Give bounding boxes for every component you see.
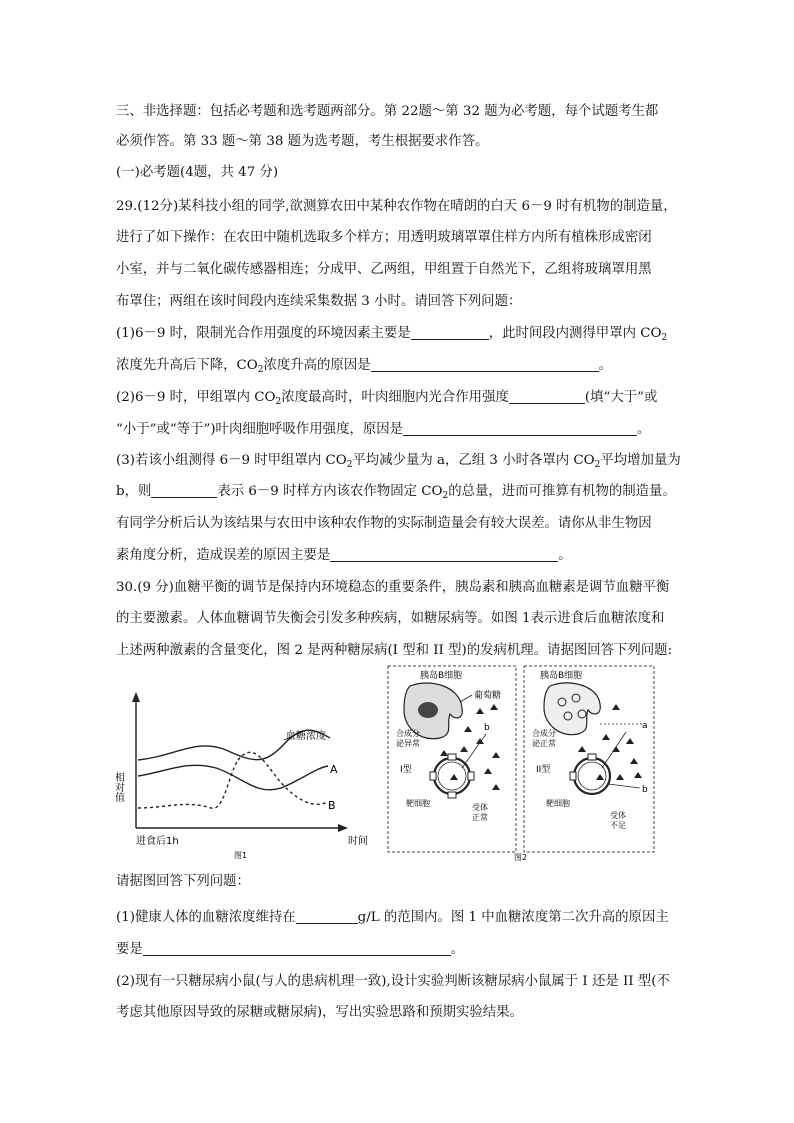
q29-part3-line-3: 有同学分析后认为该结果与农田中该种农作物的实际制造量会有较大误差。请你从非生物因	[116, 516, 652, 531]
q30-prompt: 请据图回答下列问题：	[116, 874, 250, 889]
glucose-triangle	[634, 772, 642, 778]
glucose-leader	[460, 695, 472, 702]
glucose-triangle	[626, 738, 634, 744]
answer-blank[interactable]	[143, 941, 451, 956]
figure-2-caption: 图2	[514, 853, 528, 862]
q30-part1-line-2: 要是 。	[116, 942, 465, 957]
x-axis-arrow	[338, 824, 348, 832]
glucose-triangle	[490, 704, 498, 710]
glucose-triangle	[578, 746, 586, 752]
glucose-triangle	[464, 726, 472, 732]
glucose-triangle	[612, 704, 620, 710]
type2-target-cell-inner	[578, 762, 606, 790]
type2-beta-cell	[544, 683, 600, 735]
glucose-label: 葡萄糖	[474, 691, 502, 701]
receptor-square	[588, 754, 596, 760]
glucose-triangle	[492, 752, 500, 758]
glucose-triangle	[602, 734, 610, 740]
y-axis-arrow	[132, 692, 140, 702]
q30-stem-line-2: 的主要激素。人体血糖调节失衡会引发多种疾病，如糖尿病等。如图 1表示进食后血糖浓度和	[116, 611, 665, 626]
x-start-label: 进食后1h	[136, 836, 179, 847]
type1-synthesis-1: 合成分	[396, 729, 420, 738]
type2-b-label: b	[642, 785, 648, 795]
receptor-square	[468, 772, 474, 780]
glucose-triangle	[630, 758, 638, 764]
curve-b-falling	[238, 752, 328, 804]
glucose-triangle	[616, 774, 624, 780]
type2-synthesis-2: 泌正常	[532, 739, 556, 748]
q30-stem-line-3: 上述两种激素的含量变化，图 2 是两种糖尿病(I 型和 II 型)的发病机理。请据图回答下列问题:	[116, 643, 673, 658]
type1-target-cell-inner	[438, 762, 466, 790]
type2-receptor-1: 受体	[610, 811, 626, 820]
required-questions-heading: (一)必考题(4题，共 47 分)	[116, 165, 279, 180]
glucose-triangle	[450, 774, 458, 780]
q29-part2-line-1: (2)6－9 时，甲组罩内 $CO_2$浓度最高时，叶肉细胞内光合作用强度 (填“大于”或	[116, 390, 658, 407]
blood-glucose-label: 血糖浓度	[286, 731, 326, 742]
type1-label: I型	[400, 765, 412, 775]
type2-receptor-2: 不足	[610, 821, 626, 830]
q29-stem-line-1: 29.(12分)某科技小组的同学,欲测算农田中某种农作物在晴朗的白天 6－9 时有机物的制造量，	[116, 199, 677, 214]
type2-target-label: 靶细胞	[546, 799, 570, 808]
q30-part2-line-2: 考虑其他原因导致的尿糖或糖尿病)，写出实验思路和预期实验结果。	[116, 1005, 523, 1020]
type1-beta-cell-label: 胰岛B细胞	[420, 671, 463, 681]
receptor-square	[430, 772, 436, 780]
curve-b-label: B	[328, 799, 336, 812]
type1-receptor-2: 正常	[472, 813, 488, 822]
receptor-square	[570, 772, 576, 780]
glucose-triangle	[492, 784, 500, 790]
type2-a-label: a	[642, 721, 648, 731]
receptor-square	[448, 754, 456, 760]
answer-blank[interactable]	[296, 909, 358, 924]
curve-a-label: A	[330, 763, 338, 776]
type1-nucleus	[418, 702, 438, 718]
curve-b-rising	[138, 760, 238, 808]
figure-1	[112, 668, 378, 866]
q29-stem-line-2: 进行了如下操作：在农田中随机选取多个样方；用透明玻璃罩罩住样方内所有植株形成密闭	[116, 230, 652, 245]
answer-blank[interactable]	[330, 547, 558, 562]
answer-blank[interactable]	[151, 483, 217, 498]
type1-synthesis-2: 泌异常	[396, 739, 420, 748]
answer-blank[interactable]	[509, 389, 585, 404]
q29-stem-line-3: 小室，并与二氧化碳传感器相连；分成甲、乙两组，甲组置于自然光下，乙组将玻璃罩用黑	[116, 262, 652, 277]
q29-stem-line-4: 布罩住；两组在该时间段内连续采集数据 3 小时。请回答下列问题：	[116, 294, 522, 309]
q29-part3-line-1: (3)若该小组测得 6－9 时甲组罩内 $CO_2$平均减少量为 a，乙组 3 小时各罩内 $CO_2$平均增加量为	[116, 453, 681, 470]
section-instruction-line-1: 三、非选择题：包括必考题和选考题两部分。第 22题～第 32 题为必考题，每个试题考生都	[116, 104, 659, 119]
q30-part2-line-1: (2)现有一只糖尿病小鼠(与人的患病机理一致),设计实验判断该糖尿病小鼠属于 I 还是 II 型(不	[116, 974, 670, 989]
q29-part2-line-2: “小于”或“等于”)叶肉细胞呼吸作用强度，原因是 。	[116, 422, 651, 437]
type2-beta-cell-label: 胰岛B细胞	[540, 671, 583, 681]
figure-1-caption: 图1	[234, 851, 248, 860]
figure-2-diagram	[380, 664, 656, 868]
q30-part1-line-1: (1)健康人体的血糖浓度维持在 g/L 的范围内。图 1 中血糖浓度第二次升高的原因主	[116, 910, 669, 925]
q29-part1-line-1: (1)6－9 时，限制光合作用强度的环境因素主要是 ，此时间段内测得甲罩内 $CO_2$	[116, 326, 668, 343]
q29-part3-line-4: 素角度分析，造成误差的原因主要是 。	[116, 548, 572, 563]
y-axis-label: 相对值	[112, 772, 124, 802]
glucose-triangle	[476, 708, 484, 714]
glucose-triangle	[460, 746, 468, 752]
type2-synthesis-1: 合成分	[532, 729, 556, 738]
glucose-triangle	[596, 774, 604, 780]
q29-part1-line-2: 浓度先升高后下降，$CO_2$浓度升高的原因是 。	[116, 358, 612, 375]
b-leader	[608, 784, 640, 788]
type1-target-label: 靶细胞	[406, 799, 430, 808]
x-axis-label: 时间	[348, 836, 368, 847]
type1-target-cell	[434, 758, 470, 794]
section-instruction-line-2: 必须作答。第 33 题～第 38 题为选考题，考生根据要求作答。	[116, 134, 489, 149]
figure-2	[380, 664, 656, 868]
answer-blank[interactable]	[411, 325, 489, 340]
answer-blank[interactable]	[403, 421, 637, 436]
type1-b-label: b	[484, 723, 490, 733]
q29-part3-line-2: b，则 表示 6－9 时样方内该农作物固定 $CO_2$的总量，进而可推算有机物的制造量。	[116, 484, 676, 501]
type1-receptor-1: 受体	[472, 803, 488, 812]
answer-blank[interactable]	[371, 357, 599, 372]
q30-stem-line-1: 30.(9 分)血糖平衡的调节是保持内环境稳态的重要条件，胰岛素和胰高血糖素是调节血糖平衡	[116, 580, 670, 595]
glucose-triangle	[612, 746, 620, 752]
glucose-triangle	[440, 750, 448, 756]
glucose-triangle	[484, 768, 492, 774]
receptor-square	[448, 792, 456, 798]
figure-1-graph	[112, 668, 378, 866]
type2-label: II型	[536, 765, 551, 775]
